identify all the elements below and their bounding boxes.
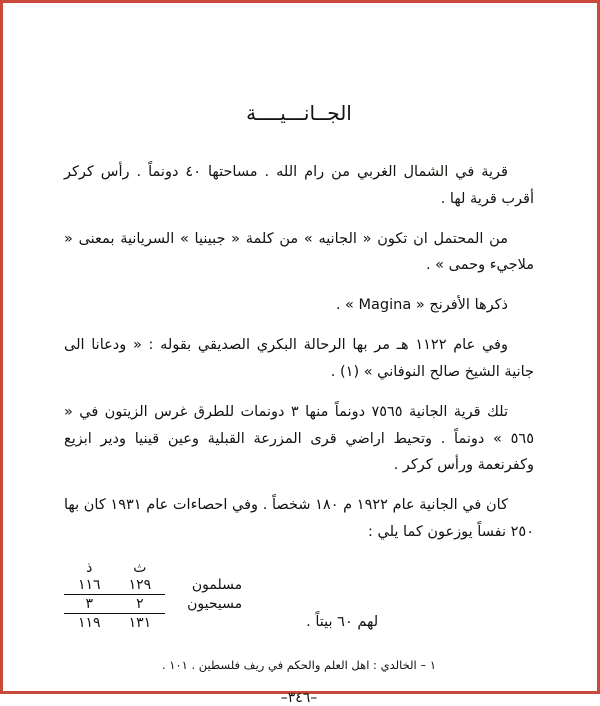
totals-value-1: ١١٩ bbox=[64, 613, 115, 632]
table-header-row bbox=[64, 559, 248, 576]
table-row bbox=[64, 576, 248, 595]
row-0-value-0: ١٢٩ bbox=[115, 576, 166, 595]
table-totals-row bbox=[64, 613, 248, 632]
footnote: ١ – الخالدي : اهل العلم والحكم في ريف فلسطين . ١٠١ . bbox=[161, 657, 436, 672]
totals-label bbox=[165, 613, 248, 632]
row-1-value-1: ٣ bbox=[85, 595, 94, 612]
paragraph-5: تلك قرية الجانية ٧٥٦٥ دونماً منها ٣ دونمات للطرق غرس الزيتون في « ٥٦٥ » دونماً . وتحيط اراضي قرى المزرعة القبلية وعين قينيا ودير ابزيع وكفرنعمة ورأس كركر . bbox=[64, 403, 534, 474]
totals-value-0: ١٣١ bbox=[115, 613, 166, 632]
column-header-0: ث bbox=[133, 559, 147, 576]
row-label-1: مسيحيون bbox=[187, 595, 243, 612]
paragraph-6: كان في الجانية عام ١٩٢٢ م ١٨٠ شخصاً . وفي احصاءات عام ١٩٣١ كان بها ٢٥٠ نفساً يوزعون كما يلي : bbox=[64, 497, 534, 540]
row-0-value-1: ١١٦ bbox=[64, 576, 115, 595]
paragraph-1: قرية في الشمال الغربي من رام الله . مساحتها ٤٠ دونماً . رأس كركر أقرب قرية لها . bbox=[64, 164, 534, 207]
page-number: –٣٤٦– bbox=[280, 689, 318, 706]
paragraph-2: من المحتمل ان تكون « الجانيه » من كلمة « جبينيا » السريانية بمعنى « ملاجيء وحمى » . bbox=[64, 230, 534, 274]
row-label-0: مسلمون bbox=[191, 577, 243, 593]
paragraph-3: ذكرها الأفرنج « Magina » . bbox=[335, 297, 508, 314]
table-row bbox=[64, 594, 248, 613]
paragraph-4: وفي عام ١١٢٢ هـ مر بها الرحالة البكري الصديقي بقوله : « ودعانا الى جانية الشيخ صالح النوفاني » (١) . bbox=[64, 337, 534, 380]
houses-note: لهم ٦٠ بيتاً . bbox=[306, 613, 379, 630]
census-table bbox=[64, 559, 248, 632]
row-1-value-0: ٢ bbox=[136, 595, 144, 612]
census-table-wrap bbox=[64, 559, 534, 632]
page-title: الجــانـــيــــة bbox=[246, 101, 352, 125]
table-corner-cell bbox=[165, 559, 248, 576]
document-sheet bbox=[6, 6, 594, 706]
column-header-1: ذ bbox=[86, 559, 93, 576]
